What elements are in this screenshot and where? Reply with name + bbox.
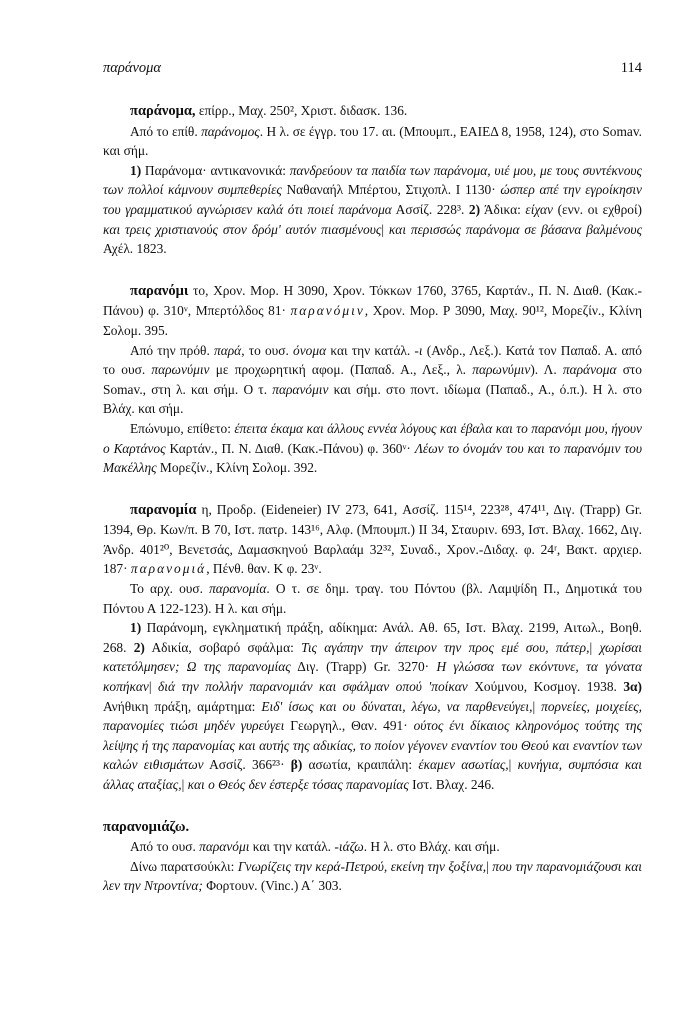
- text-run: στο Somav., στη λ. και σήμ. Ο τ.: [103, 362, 642, 397]
- text-run: -ιάζω: [334, 839, 364, 855]
- lemma: παράνομα,: [130, 103, 196, 119]
- quote: είχαν: [525, 201, 554, 217]
- quote: ώσπερ απέ την εγροίκησιν του γραμματικού αγνώρισεν καλά ότι ποιεί παράνομα: [103, 182, 642, 217]
- text-run: Από το επίθ.: [130, 123, 202, 139]
- entry-head: [103, 101, 642, 122]
- quote: διά την πολλήν παρανομιάν και σφάλμαν οπού 'ποίκαν: [158, 679, 468, 695]
- etymology-paragraph: [103, 579, 642, 618]
- quote: ούτος ένι δίκαιος κληρονόμος τούτης της λείψης ή της παρανομίας και αυτής της αδικίας, το ποίον γέγονεν εναντίον του Θεού και εναντίον των καλών ειθισμάτων: [103, 718, 643, 773]
- quote: πανδρεύουν τα παιδία των παράνομα, υιέ μου, με τους συντέκνους των πολλοί κάμνουν συμπεθερίες: [103, 162, 642, 198]
- quote: και περισσώς παράνομα σε βάσανα βαλμένους: [388, 221, 643, 237]
- page-number: 114: [620, 60, 642, 76]
- lemma: παρανόμι: [130, 282, 189, 299]
- page-content: [103, 101, 642, 918]
- entry-paranomi: [103, 281, 642, 478]
- verse-separator: |: [181, 777, 188, 792]
- variant-form: παρανόμιν: [290, 303, 365, 319]
- text-run: παρανομία: [209, 581, 267, 597]
- text-run: Ναθαναήλ Μπέρτου, Στιχοπλ. I 1130·: [281, 182, 501, 198]
- quote: Η γλώσσα των εκόντυνε, τα γόνατα κοπήκαν: [103, 659, 642, 695]
- quote: έκαμεν ασωτίας,: [418, 757, 509, 773]
- verse-separator: |: [589, 639, 600, 655]
- text-run: Το αρχ. ουσ.: [130, 581, 210, 597]
- lemma: παρανομιάζω.: [103, 818, 190, 835]
- text-run: Ασσίζ. 228³.: [391, 201, 469, 217]
- quote: Λέων το όνομάν του και το παρανόμιν του Μακέλλης: [103, 440, 642, 476]
- text-run: όνομα: [293, 342, 327, 358]
- verse-separator: |: [508, 757, 518, 773]
- text-run: με προχωρητική αφομ. (Παπαδ. Α., Λεξ., λ.: [209, 362, 473, 378]
- quote: Τις αγάπην την άπειρον την προς εμέ σου, πάτερ,: [301, 639, 590, 655]
- quote: Γνωρίζεις την κερά-Πετρού, εκείνη την ξοξίνα,: [237, 858, 487, 874]
- text-run: (ενν. οι εχθροί): [553, 201, 643, 217]
- meaning-paragraph: [103, 857, 642, 896]
- quote: και ο Θεός δεν έστερξε τόσας παρανομίας: [187, 777, 409, 792]
- text-run: το, Χρον. Μορ. Η 3090, Χρον. Τόκκων 1760, 3765, Καρτάν., Π. Ν. Διαθ. (Κακ.-Πάνου) φ. 310ᵛ, Μπερτόλδος 81·: [103, 282, 642, 319]
- sense-number: 2): [468, 201, 481, 217]
- verse-separator: |: [532, 698, 542, 714]
- text-run: . Η λ. στο Βλάχ. και σήμ.: [363, 839, 500, 855]
- entry-sources: επίρρ., Μαχ. 250², Χριστ. διδασκ. 136.: [195, 103, 408, 118]
- verse-separator: |: [486, 858, 493, 874]
- text-run: και την κατάλ.: [326, 342, 415, 358]
- text-run: (Ανδρ., Λεξ.). Κατά τον Παπαδ. Α. από το ουσ.: [103, 342, 642, 378]
- text-run: . Ο τ. σε δημ. τραγ. του Πόντου (βλ. Λαμψίδη Π., Δημοτικά του Πόντου Α 122-123). Η λ. και σήμ.: [103, 581, 642, 616]
- sense-number: β): [290, 757, 303, 773]
- quote: πορνείες, μοιχείες, παρανομίες τιώσι μηδέν γυρεύγει: [103, 698, 642, 734]
- text-run: παρανόμιν: [272, 381, 329, 397]
- text-run: . Η λ. σε έγγρ. του 17. αι. (Μπουμπ., ΕΑΙΕΔ 8, 1958, 124), στο Somav. και σήμ.: [103, 123, 642, 159]
- text-run: παράνομος: [201, 123, 260, 139]
- meaning-paragraph: [103, 618, 642, 794]
- text-run: η, Προδρ. (Eideneier) IV 273, 641, Ασσίζ. 115¹⁴, 223²⁸, 474¹¹, Διγ. (Trapp) Gr. 1394, Θρ. Κων/π. Β 70, Ιστ. πατρ. 143¹⁶, Αλφ. (Μπουμπ.) II 34, Σταυριν. 693, Ιστ. Βλαχ. 1662, Διγ. Άνδρ. 401²⁰, Βενετσάς, Δαμασκηνού Βαρλαάμ 32³², Συναδ., Χρον.-Διδαχ. φ. 24ʳ, Βακτ. αρχιερ. 187·: [103, 501, 642, 577]
- text-run: Ιστ. Βλαχ. 246.: [408, 777, 495, 792]
- entry-head: [103, 817, 642, 838]
- verse-separator: |: [148, 679, 159, 695]
- text-run: Άδικα:: [480, 201, 526, 217]
- quote: κυνήγια, συμπόσια και άλλας αταξίας,: [103, 757, 642, 792]
- text-run: Φορτουν. (Vinc.) Α΄ 303.: [202, 878, 342, 894]
- text-run: παρωνύμιν: [472, 362, 531, 378]
- lemma: παρανομία: [130, 501, 197, 518]
- text-run: ασωτία, κραιπάλη:: [302, 757, 419, 773]
- text-run: Παράνομα· αντικανονικά:: [141, 162, 290, 178]
- text-run: Γεωργηλ., Θαν. 491·: [284, 718, 414, 734]
- entry-paranomia: [103, 500, 642, 795]
- text-run: Από το ουσ.: [130, 839, 200, 855]
- meaning-paragraph: [103, 161, 642, 259]
- sense-number: 1): [130, 620, 142, 636]
- text-run: ). Λ.: [530, 362, 563, 378]
- entry-paranoma: [103, 101, 642, 259]
- text-run: Χούμνου, Κοσμογ. 1938.: [467, 679, 624, 695]
- etymology-paragraph: [103, 837, 642, 857]
- quote: έπειτα έκαμα και άλλους εννέα λόγους και έβαλα και το παρανόμι μου, ήγουν ο Καρτάνος: [103, 420, 642, 456]
- text-run: Από την πρόθ.: [130, 342, 214, 358]
- text-run: παρά: [214, 342, 242, 358]
- text-run: και σήμ. στο ποντ. ιδίωμα (Παπαδ., Α., ό.π.). Η λ. στο Βλάχ. και σήμ.: [103, 381, 643, 417]
- page-header: [103, 60, 642, 77]
- text-run: , Χρον. Μορ. Ρ 3090, Μαχ. 90¹², Μορεζίν., Κλίνη Σολομ. 395.: [103, 303, 642, 338]
- text-run: Καρτάν., Π. Ν. Διαθ. (Κακ.-Πάνου) φ. 360ᵛ·: [165, 440, 415, 456]
- text-run: παρανόμι: [199, 839, 250, 855]
- entry-paranomiazo: [103, 817, 642, 896]
- text-run: , το ουσ.: [241, 342, 294, 358]
- text-run: Επώνυμο, επίθετο:: [130, 420, 235, 436]
- verse-separator: |: [381, 221, 389, 237]
- text-run: Ασσίζ. 366²³·: [203, 757, 291, 773]
- text-run: , Πένθ. θαν. Κ φ. 23ᵛ.: [206, 561, 322, 577]
- quote: Ειδ' ίσως και ου δύναται, λέγω, να παρθενεύγει,: [261, 698, 533, 714]
- text-run: παράνομα: [562, 362, 617, 378]
- text-run: -ι: [414, 342, 423, 358]
- entry-head: [103, 281, 642, 341]
- text-run: Αδικία, σοβαρό σφάλμα:: [144, 639, 302, 655]
- text-run: Ανήθικη πράξη, αμάρτημα:: [103, 698, 262, 714]
- running-title: παράνομα: [103, 60, 162, 76]
- text-run: Διγ. (Trapp) Gr. 3270·: [290, 659, 437, 675]
- etymology-paragraph: [103, 341, 642, 419]
- text-run: Παράνομη, εγκληματική πράξη, αδίκημα: Ανάλ. Αθ. 65, Ιστ. Βλαχ. 2199, Αιτωλ., Βοηθ. 268.: [103, 620, 642, 655]
- meaning-paragraph: [103, 419, 642, 478]
- text-run: και την κατάλ.: [249, 839, 335, 855]
- text-run: Μορεζίν., Κλίνη Σολομ. 392.: [156, 460, 318, 476]
- quote: χωρίσαι κατετόλμησεν; Ω της παρανομίας: [103, 639, 643, 675]
- quote: που την παρανομιάζουσι και λεν την Ντροντίνα;: [103, 858, 642, 894]
- entry-head: [103, 500, 642, 579]
- etymology-paragraph: [103, 122, 642, 161]
- sense-number: 2): [133, 639, 145, 655]
- sense-number: 1): [130, 162, 142, 178]
- variant-form: παρανομιά: [130, 561, 207, 577]
- text-run: Αχέλ. 1823.: [103, 241, 167, 257]
- text-run: Δίνω παρατσούκλι:: [130, 858, 238, 874]
- text-run: παρωνύμιν: [151, 362, 210, 378]
- sense-number: 3α): [623, 679, 642, 695]
- quote: και τρεις χριστιανούς στον δρόμ' αυτόν πιασμένους: [103, 221, 382, 237]
